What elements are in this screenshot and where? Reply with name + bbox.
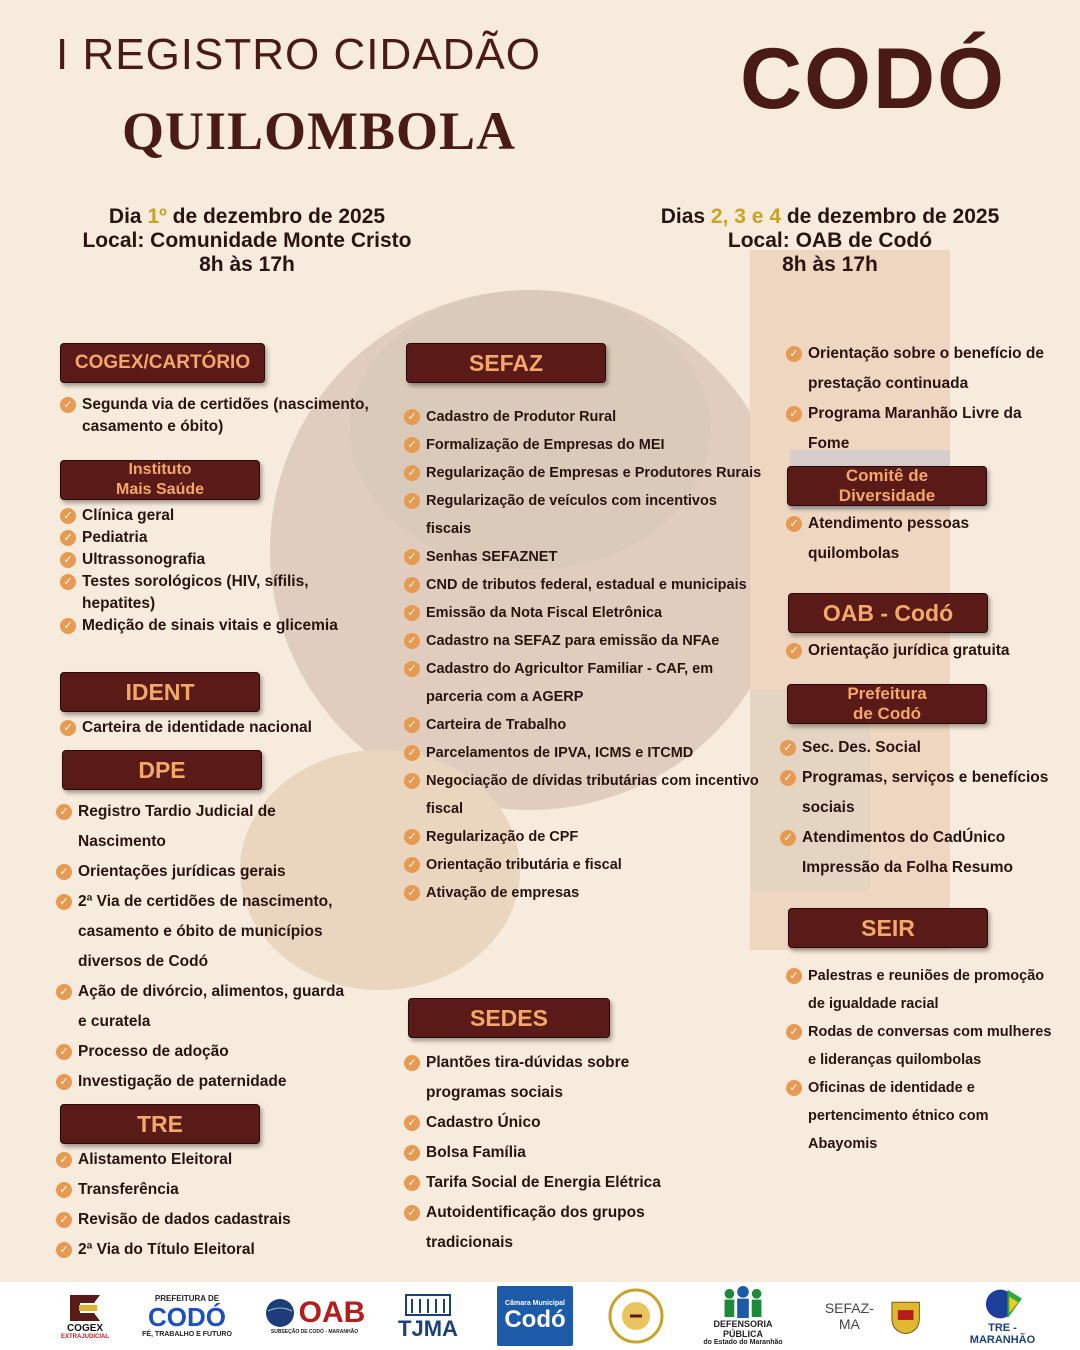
list-item <box>404 627 764 655</box>
list-item <box>60 394 370 438</box>
list-item <box>56 977 346 1037</box>
check-icon: ✓ <box>404 1055 420 1071</box>
cogex-icon <box>65 1293 105 1323</box>
list-tre <box>56 1145 356 1265</box>
list-item-text: Negociação de dívidas tributárias com incentivo fiscal <box>426 773 759 817</box>
event-right-date: Dias 2, 3 e 4 de dezembro de 2025 <box>660 205 1000 228</box>
list-item-text: Cadastro na SEFAZ para emissão da NFAe <box>426 633 720 649</box>
check-icon: ✓ <box>56 984 72 1000</box>
list-item-text: Tarifa Social de Energia Elétrica <box>426 1174 661 1191</box>
list-item <box>56 1037 346 1067</box>
logo-tre-maranhao: TRE - MARANHÃO <box>955 1286 1050 1346</box>
event-left-hours: 8h às 17h <box>199 253 295 276</box>
list-item-text: Carteira de identidade nacional <box>82 719 312 736</box>
list-item-text: Alistamento Eleitoral <box>78 1151 233 1168</box>
event-right-location: Local: OAB de Codó <box>727 229 933 252</box>
section-sedes: SEDES <box>408 998 610 1038</box>
list-item-text: Ativação de empresas <box>426 885 580 901</box>
list-item <box>780 733 1065 763</box>
list-item-text: Palestras e reuniões de promoção de igualdade racial <box>808 968 1045 1012</box>
list-item-text: Emissão da Nota Fiscal Eletrônica <box>426 605 663 621</box>
check-icon: ✓ <box>786 1080 802 1096</box>
list-item-text: Plantões tira-dúvidas sobre programas sociais <box>426 1054 630 1101</box>
list-item-text: Ação de divórcio, alimentos, guarda e curatela <box>78 983 345 1030</box>
list-item-text: Testes sorológicos (HIV, sífilis, hepatites) <box>82 573 309 612</box>
check-icon: ✓ <box>60 552 76 568</box>
list-item <box>60 505 360 527</box>
check-icon: ✓ <box>404 1175 420 1191</box>
list-item <box>56 797 346 857</box>
list-item-text: Orientações jurídicas gerais <box>78 863 286 880</box>
event-left <box>40 205 454 277</box>
check-icon: ✓ <box>56 1242 72 1258</box>
list-item-text: Atendimento pessoas quilombolas <box>808 515 970 562</box>
list-item <box>404 543 764 571</box>
list-item <box>60 571 360 615</box>
courthouse-icon <box>400 1291 456 1317</box>
list-item-text: CND de tributos federal, estadual e municipais <box>426 577 747 593</box>
list-item <box>404 487 764 543</box>
tre-icon <box>978 1286 1028 1322</box>
list-item <box>56 1175 356 1205</box>
list-item-text: Regularização de CPF <box>426 829 579 845</box>
list-item-text: Senhas SEFAZNET <box>426 549 558 565</box>
list-item-text: Sec. Des. Social <box>802 739 921 756</box>
check-icon: ✓ <box>780 740 796 756</box>
logo-tjma: TJMA <box>388 1286 468 1346</box>
logo-oab: OAB SUBSEÇÃO DE CODÓ - MARANHÃO <box>262 1286 367 1346</box>
check-icon: ✓ <box>56 1074 72 1090</box>
list-item-text: 2ª Via de certidões de nascimento, casamento e óbito de municípios diversos de Codó <box>78 893 333 970</box>
list-dpe <box>56 797 346 1097</box>
list-item-text: Investigação de paternidade <box>78 1073 287 1090</box>
check-icon: ✓ <box>404 549 420 565</box>
list-item-text: Orientação jurídica gratuita <box>808 642 1010 659</box>
footer-logos <box>0 1282 1080 1350</box>
list-item <box>786 399 1061 459</box>
list-item <box>404 403 764 431</box>
list-item-text: Regularização de Empresas e Produtores Rurais <box>426 465 762 481</box>
list-item-text: Pediatria <box>82 529 148 546</box>
check-icon: ✓ <box>780 830 796 846</box>
check-icon: ✓ <box>60 530 76 546</box>
state-crest-icon <box>888 1296 923 1336</box>
list-item-text: Revisão de dados cadastrais <box>78 1211 291 1228</box>
check-icon: ✓ <box>60 574 76 590</box>
check-icon: ✓ <box>404 829 420 845</box>
list-item <box>60 615 360 637</box>
list-item-text: Programa Maranhão Livre da Fome <box>808 405 1022 452</box>
list-item <box>404 767 764 823</box>
list-item <box>56 1235 356 1265</box>
check-icon: ✓ <box>786 968 802 984</box>
check-icon: ✓ <box>404 773 420 789</box>
list-item-text: Atendimentos do CadÚnico <box>802 829 1006 846</box>
section-sefaz: SEFAZ <box>406 343 606 383</box>
list-item <box>404 1168 704 1198</box>
logo-defensoria: DEFENSORIA PÚBLICA do Estado do Maranhão <box>695 1286 791 1346</box>
logo-seal <box>605 1286 667 1346</box>
check-icon: ✓ <box>786 1024 802 1040</box>
check-icon: ✓ <box>404 661 420 677</box>
list-comite <box>786 509 1061 569</box>
section-instituto: Instituto Mais Saúde <box>60 460 260 500</box>
check-icon: ✓ <box>404 605 420 621</box>
list-item-text: 2ª Via do Título Eleitoral <box>78 1241 255 1258</box>
check-icon: ✓ <box>404 1205 420 1221</box>
prefeitura-extra-text: Impressão da Folha Resumo <box>802 859 1014 876</box>
list-cogex <box>60 394 370 438</box>
list-item <box>404 739 764 767</box>
list-item <box>404 599 764 627</box>
check-icon: ✓ <box>404 857 420 873</box>
check-icon: ✓ <box>404 717 420 733</box>
list-item <box>404 1198 704 1258</box>
check-icon: ✓ <box>404 745 420 761</box>
check-icon: ✓ <box>56 894 72 910</box>
list-item <box>56 887 346 977</box>
list-prefeitura <box>780 733 1065 853</box>
list-instituto <box>60 505 360 637</box>
list-item <box>56 1067 346 1097</box>
logo-camara-codo: Câmara Municipal Codó <box>497 1286 573 1346</box>
list-item <box>786 1074 1061 1158</box>
list-item <box>404 655 764 711</box>
list-sefaz <box>404 403 764 907</box>
list-item-text: Parcelamentos de IPVA, ICMS e ITCMD <box>426 745 694 761</box>
list-item-text: Ultrassonografia <box>82 551 206 568</box>
list-item-text: Formalização de Empresas do MEI <box>426 437 665 453</box>
list-oab <box>786 636 1061 666</box>
check-icon: ✓ <box>786 516 802 532</box>
list-item-text: Transferência <box>78 1181 179 1198</box>
list-item-text: Programas, serviços e benefícios sociais <box>802 769 1049 816</box>
event-left-date: Dia 1º de dezembro de 2025 <box>108 205 386 228</box>
list-item <box>56 1145 356 1175</box>
list-item-text: Bolsa Família <box>426 1144 526 1161</box>
check-icon: ✓ <box>60 618 76 634</box>
list-item-text: Cadastro Único <box>426 1114 541 1131</box>
list-item <box>56 857 346 887</box>
list-item-text: Segunda via de certidões (nascimento, casamento e óbito) <box>82 396 369 435</box>
check-icon: ✓ <box>56 1044 72 1060</box>
list-item-text: Registro Tardio Judicial de Nascimento <box>78 803 276 850</box>
section-ident: IDENT <box>60 672 260 712</box>
check-icon: ✓ <box>404 1145 420 1161</box>
check-icon: ✓ <box>786 406 802 422</box>
list-item-text: Carteira de Trabalho <box>426 717 567 733</box>
list-ident <box>60 717 380 739</box>
list-item <box>780 823 1065 853</box>
section-oab: OAB - Codó <box>788 593 988 633</box>
logo-prefeitura-codo: PREFEITURA DE CODÓ FÉ, TRABALHO E FUTURO <box>142 1294 232 1338</box>
list-item-text: Oficinas de identidade e pertencimento étnico com Abayomis <box>808 1080 989 1152</box>
list-inss <box>786 339 1061 459</box>
check-icon: ✓ <box>786 346 802 362</box>
list-item-text: Clínica geral <box>82 507 175 524</box>
section-tre: TRE <box>60 1104 260 1144</box>
city-title: CODÓ <box>740 31 1006 127</box>
check-icon: ✓ <box>404 577 420 593</box>
logo-cogex: COGEX EXTRAJUDICIAL <box>55 1286 115 1346</box>
check-icon: ✓ <box>60 397 76 413</box>
title-line: I REGISTRO CIDADÃO <box>56 30 541 79</box>
check-icon: ✓ <box>60 720 76 736</box>
list-item <box>60 527 360 549</box>
check-icon: ✓ <box>404 1115 420 1131</box>
list-item <box>404 1048 704 1108</box>
list-item <box>404 1108 704 1138</box>
list-item <box>780 763 1065 823</box>
list-item-text: Autoidentificação dos grupos tradicionais <box>426 1204 645 1251</box>
section-dpe: DPE <box>62 750 262 790</box>
list-item <box>404 571 764 599</box>
list-item <box>404 1138 704 1168</box>
list-item <box>60 717 380 739</box>
list-item <box>56 1205 356 1235</box>
list-item-text: Processo de adoção <box>78 1043 229 1060</box>
list-item-text: Medição de sinais vitais e glicemia <box>82 617 338 634</box>
list-item <box>404 851 764 879</box>
section-cogex: COGEX/CARTÓRIO <box>60 343 265 383</box>
list-item <box>786 339 1061 399</box>
list-seir <box>786 962 1061 1158</box>
check-icon: ✓ <box>56 1212 72 1228</box>
globe-icon <box>264 1297 296 1329</box>
event-right <box>620 205 1040 277</box>
check-icon: ✓ <box>404 493 420 509</box>
list-item <box>404 823 764 851</box>
list-item-text: Orientação sobre o benefício de prestação continuada <box>808 345 1045 392</box>
list-item <box>404 431 764 459</box>
logo-sefaz-ma: SEFAZ-MA <box>815 1286 923 1346</box>
seal-icon <box>608 1288 664 1344</box>
check-icon: ✓ <box>404 409 420 425</box>
list-item <box>786 636 1061 666</box>
list-item <box>786 1018 1061 1074</box>
list-item <box>404 711 764 739</box>
list-item-text: Orientação tributária e fiscal <box>426 857 622 873</box>
check-icon: ✓ <box>60 508 76 524</box>
check-icon: ✓ <box>404 885 420 901</box>
section-seir: SEIR <box>788 908 988 948</box>
check-icon: ✓ <box>404 437 420 453</box>
section-comite: Comitê de Diversidade <box>787 466 987 506</box>
list-item <box>786 509 1061 569</box>
check-icon: ✓ <box>56 864 72 880</box>
event-left-location: Local: Comunidade Monte Cristo <box>82 229 412 252</box>
list-item-text: Rodas de conversas com mulheres e lideranças quilombolas <box>808 1024 1052 1068</box>
list-item <box>404 459 764 487</box>
event-right-hours: 8h às 17h <box>782 253 878 276</box>
list-item <box>786 962 1061 1018</box>
people-icon <box>715 1286 771 1319</box>
title-subtitle: QUILOMBOLA <box>122 101 517 161</box>
check-icon: ✓ <box>56 1182 72 1198</box>
list-item-text: Cadastro do Agricultor Familiar - CAF, em parceria com a AGERP <box>426 661 714 705</box>
check-icon: ✓ <box>786 643 802 659</box>
list-item <box>60 549 360 571</box>
check-icon: ✓ <box>56 1152 72 1168</box>
list-item-text: Cadastro de Produtor Rural <box>426 409 617 425</box>
check-icon: ✓ <box>56 804 72 820</box>
list-item <box>404 879 764 907</box>
check-icon: ✓ <box>404 465 420 481</box>
list-item-text: Regularização de veículos com incentivos fiscais <box>426 493 717 537</box>
check-icon: ✓ <box>780 770 796 786</box>
check-icon: ✓ <box>404 633 420 649</box>
section-prefeitura: Prefeitura de Codó <box>787 684 987 724</box>
list-sedes <box>404 1048 704 1258</box>
